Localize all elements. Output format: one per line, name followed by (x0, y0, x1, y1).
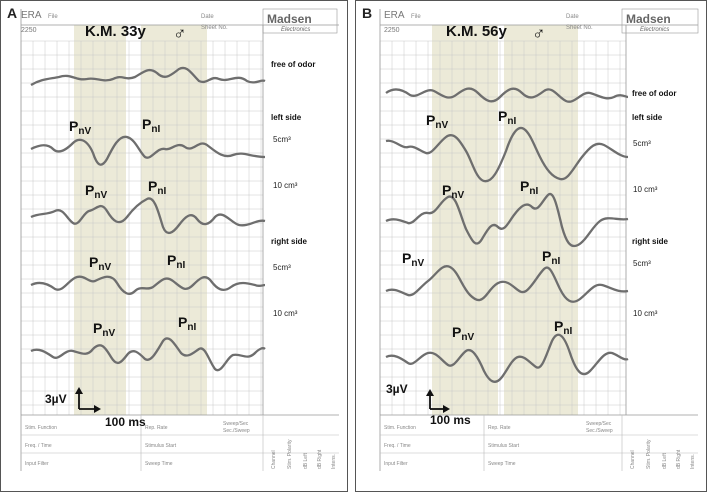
date-label: Date (201, 14, 214, 20)
brand-logo: Madsen (626, 12, 671, 26)
peak-label: $P_{nI}$ (167, 252, 186, 271)
footer-label: Sec./Sweep (223, 428, 250, 434)
time-scale-label: 100 ms (105, 415, 146, 429)
footer-label: Freq. / Time (384, 443, 411, 449)
peak-label: $P_{nV}$ (442, 182, 465, 201)
trace-label: right side (271, 237, 308, 246)
panel-b-figure (356, 1, 708, 493)
device-label: ERA (21, 10, 42, 21)
peak-label: $P_{nV}$ (452, 324, 475, 343)
trace-label: 10 cm³ (633, 309, 658, 318)
footer-label: Stimulus Start (488, 443, 520, 449)
footer-label: Stim. Polarity (287, 439, 293, 469)
footer-label: Stim. Polarity (646, 439, 652, 469)
panel-a (0, 0, 348, 492)
trace-label: 10 cm³ (273, 309, 298, 318)
peak-label: $P_{nI}$ (498, 108, 517, 127)
peak-label: $P_{nI}$ (178, 314, 197, 333)
footer-label: Input Filter (25, 461, 49, 467)
peak-label: $P_{nV}$ (85, 182, 108, 201)
footer-label: Input Filter (384, 461, 408, 467)
footer-label: Stim. Function (384, 425, 416, 431)
trace-label: 5cm³ (273, 135, 291, 144)
file-label: File (48, 14, 58, 20)
file-label: File (411, 14, 421, 20)
panel-letter: B (362, 5, 373, 21)
subject-title: K.M. 56y (446, 23, 507, 40)
latency-band-ni (504, 25, 578, 415)
footer-label: Sweep/Sec (586, 421, 612, 427)
brand-sub: Electronics (281, 27, 311, 33)
footer-label: Sweep Time (145, 461, 173, 467)
peak-label: $P_{nI}$ (554, 318, 573, 337)
panel-a-figure (1, 1, 349, 493)
footer-label: Stimulus Start (145, 443, 177, 449)
peak-label: $P_{nV}$ (426, 112, 449, 131)
panel-b (355, 0, 707, 492)
date-label: Date (566, 14, 579, 20)
footer-label: Intens. (690, 453, 696, 469)
footer-label: dB Right (676, 449, 682, 469)
peak-label: $P_{nI}$ (142, 116, 161, 135)
peak-label: $P_{nV}$ (69, 118, 92, 137)
brand-logo: Madsen (267, 12, 312, 26)
amplitude-scale-label: 3µV (386, 382, 408, 396)
trace-label: free of odor (632, 89, 677, 98)
footer-label: Sweep/Sec (223, 421, 249, 427)
footer-label: Rep. Rate (145, 425, 168, 431)
trace-label: 5cm³ (633, 139, 651, 148)
footer-label: Stim. Function (25, 425, 57, 431)
peak-label: $P_{nV}$ (89, 254, 112, 273)
subject-title: K.M. 33y (85, 23, 146, 40)
trace-label: 10 cm³ (273, 181, 298, 190)
footer-label: Sweep Time (488, 461, 516, 467)
footer-label: dB Left (303, 453, 309, 469)
peak-label: $P_{nV}$ (402, 250, 425, 269)
trace-label: 10 cm³ (633, 185, 658, 194)
sheet-label: Sheet No. (201, 25, 228, 31)
footer-label: Freq. / Time (25, 443, 52, 449)
panel-letter: A (7, 5, 18, 21)
male-symbol-icon: ♂ (532, 23, 546, 43)
trace-label: 5cm³ (273, 263, 291, 272)
peak-label: $P_{nI}$ (148, 178, 167, 197)
footer-label: Rep. Rate (488, 425, 511, 431)
peak-label: $P_{nV}$ (93, 320, 116, 339)
sheet-label: Sheet No. (566, 25, 593, 31)
time-scale-label: 100 ms (430, 413, 471, 427)
footer-label: dB Right (317, 449, 323, 469)
brand-sub: Electronics (640, 27, 670, 33)
peak-label: $P_{nI}$ (520, 178, 539, 197)
trace-label: left side (271, 113, 302, 122)
trace-label: 5cm³ (633, 259, 651, 268)
peak-label: $P_{nI}$ (542, 248, 561, 267)
footer-label: dB Left (662, 453, 668, 469)
amplitude-scale-label: 3µV (45, 392, 67, 406)
footer-label: Channel (630, 450, 636, 469)
footer-label: Channel (271, 450, 277, 469)
device-label: ERA (384, 10, 405, 21)
footer-label: Intens. (331, 453, 337, 469)
model-label: 2250 (384, 27, 400, 34)
trace-label: left side (632, 113, 663, 122)
trace-label: free of odor (271, 60, 316, 69)
trace-label: right side (632, 237, 669, 246)
male-symbol-icon: ♂ (173, 23, 187, 43)
footer-label: Sec./Sweep (586, 428, 613, 434)
model-label: 2250 (21, 27, 37, 34)
